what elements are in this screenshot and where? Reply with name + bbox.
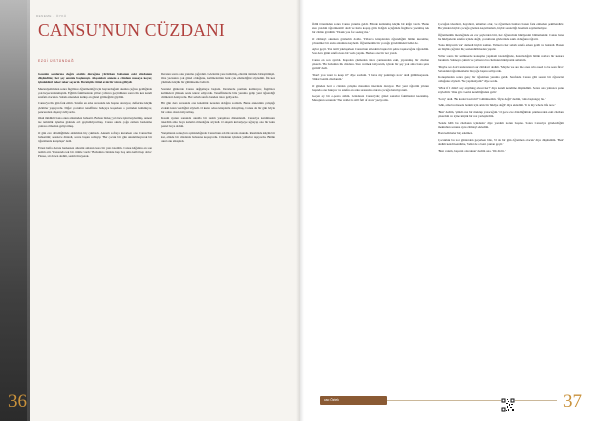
paragraph: Aylar geçti. Yaz tatili yaklaşırken Cansu'nun ailesinin başka bir şehre taşınacağını öğrendim. Son ders günü sınıfta kısa bir veda yaptık. Herkes ona bir not yazdı.	[312, 47, 429, 56]
paragraph: O günden beri o cüzdan çalışma masamın üzerinde duruyor. Her yeni öğretim yılının başında ona bakıyor ve sınıfın en arka sırasında oturan çocuğu hatırlıyorum.	[312, 83, 429, 92]
page-number-right: 37	[563, 391, 582, 412]
paragraph: Çocukluk bu zor günlerden geçerken bile, 'O da bir gün öğretmen olacak' diye düşündüm. 'Best' dedim kendi kendime, 'belki de o beni çoktan geçti.'	[438, 138, 564, 147]
qr-code-icon	[501, 398, 515, 412]
paragraph: 'Best' dedim, 'şimdi ona bir mektup yazacağım.' O gece eve döndüğümde çekmeceden eski cüzdanı çıkardım ve içine küçük bir not yerleştirdim.	[438, 110, 564, 119]
right-column-2	[438, 22, 564, 155]
paragraph: 'Sende hâlâ bu cüzdanın içindesin' diye yazdım notun başına. Sonra Cansu'ya gönderdiğim mektubun sonuna aynı cümleyi ekledim.	[438, 120, 564, 129]
paragraph: Kasım ayının sonunda okulda bir resim yarışması düzenlendi. Cansu'ya katılmasını önerdim ama boya kalemi olmadığını söyledi. O akşam kırtasiyeye uğrayıp ona bir kutu pastel boya aldım.	[161, 116, 275, 129]
paragraph: 'Don't you want to keep it?' diye sordum. 'I have my paintings now' dedi gülümseyerek. 'Onlar benim cüzdanım.'	[312, 72, 429, 81]
article-title: CANSU'NUN CÜZDANI	[38, 20, 225, 40]
paragraph: 'Ahh, ama bu mesele benim için artık bir hikâye değil' diye ekledim. 'It is my whole life now.'	[438, 103, 556, 108]
paragraph: Bazı kelimeler hiç eskimez.	[438, 131, 473, 136]
paragraph: Ödül töreninden sonra Cansu yanıma geldi. Elinde katlanmış küçük bir kâğıt vardı. 'Bunu size yazdım öğretmenim' dedi ve hızla koşup gitti. Kâğıdı açtığımda İngilizce yazılmış tek bir cümle gördüm: 'Thank you for seeing me.'	[312, 22, 429, 35]
paragraph: Çocuğun idealleri, hayalleri, umutları olur, ve öğretmen bunları bazen fark etmeden şekillendirir. Bu yüzden hiçbir çocuğu gözden kaçırmamalı, hiçbir sessizliği önemsiz saymamalıyız.	[438, 22, 564, 31]
paragraph: 'Sana ihtiyacım var' demedi hiçbir zaman. Yalnızca her sabah sınıfa erken geldi ve bekledi. Bazen en büyük çağrılar hiç seslendirilmeden yapılır.	[438, 43, 564, 52]
paragraph: Gecenin sonlarına doğru otobüs durağına yürürken babamın eski cüzdanını düşündüm; her şey onunla başlamıştı. Akşamları annem o cüzdanı masaya koyar, içindekileri teker teker sayardı. Bu küçük ritüel evde bir tören gibiydi.	[38, 72, 152, 85]
paragraph: Ertesi hafta derste herkesten ailesini anlatan kısa bir yazı istedim. Cansu kâğıdını en son teslim etti. Yazısında tek bir cümle vardı: 'Babamın cüzdanı hep boş ama kalbi hep dolu.' Please, sit down dedim, sesim titreyerek.	[38, 145, 152, 158]
left-column-2	[161, 72, 275, 146]
paragraph: Dersten sonra onu yanıma çağırdım. Gözlerini yere indirmiş, ellerini önünde birleştirmişti. Ona yazısının çok güzel olduğunu, kelimelerinin beni çok etkilediğini söyledim. İlk kez yüzünde küçük bir gülümseme belirdi.	[161, 72, 275, 85]
paragraph: Bir gün ders sırasında ona kalemini nereden aldığını sordum. Bunu annesinin çalıştığı evdeki kızın verdiğini söyledi. O kızın odası kitaplarla doluymuş, Cansu da bir gün böyle bir odası olsun istiyormuş.	[161, 101, 275, 114]
footer-name: cao Öztek	[324, 398, 339, 402]
page-number-left: 36	[8, 391, 27, 412]
paragraph: Yıllar sonra bir seminerde konuşma yapmam istendiğinde, hazırladığım bütün notları bir kenara bıraktım. Sahneye çıktım ve yalnızca bu cüzdanın hikâyesini anlattım.	[438, 54, 564, 63]
paragraph: 'Sorry' dedi. 'Bu kadar basit mi?' Gülümsedim. 'Öyle değil' dedim, 'ama başlangıç bu.'	[438, 96, 546, 101]
paragraph: 'Maybe we don't understand our children' dedim. 'Maybe we are the ones who need to be seen first.' Salondaki öğretmenlerin birçoğu başını sallıyordu.	[438, 64, 564, 73]
paragraph: O cümleyi okurken gözlerim doldu. Yıllarca kitaplardan öğrendiğim bütün kuramlar, yöntemler bir anda anlamını kaybetti. Öğretmenlik bir çocuğu görebilmekti belki de.	[312, 36, 429, 45]
paragraph: Yarışmanın sonuçları açıklandığında Cansu'nun adı ilk sırada okundu. Resminde küçük bir kız, elinde bir cüzdanla babasına koşuyordu. Cüzdanın içinden yıldızlar taşıyordu. Bütün okul onu alkışladı.	[161, 130, 275, 144]
paragraph: 'Best canım, başarılı olacaksın' dedim ona. 'We did it.'	[438, 148, 506, 153]
paragraph: Öğretmenlik mesleğinde en zor şeylerden biri, her öğrencinin hikâyesini bilmemektir. Cansu bana bu hikâyelerin sınıfın içinde değil, çocukların gözlerinde saklı olduğunu öğretti.	[438, 32, 564, 41]
left-column-1	[38, 72, 152, 160]
paragraph: 'What if I didn't say anything about her?' diye kendi kendime düşündüm. Sonra ona yalnızca şunu söyledim: 'Onu gör. Gerisi kendiliğinden gelir.'	[438, 86, 564, 95]
right-column-1	[312, 22, 429, 105]
author-byline: EZGİ ÜSTÜNDAĞ	[38, 59, 75, 63]
section-tag: DENEME · ÖYKÜ	[36, 14, 67, 18]
paragraph: Konuşmadan sonra genç bir öğretmen yanıma geldi. Sınıfında Cansu gibi sessiz bir öğrencisi olduğunu söyledi. 'Ne yapmalıyım?' diye sordu.	[438, 75, 564, 84]
paragraph: Okul müdürü bana onun ailesinden bahsetti. Babası birkaç yıl önce işini kaybetmiş, annesi ise temizlik işlerine giderek evi geçindiriyormuş. Cansu okula çoğu zaman beslenme çantası olmadan geliyormuş.	[38, 116, 152, 129]
paragraph: Mezuniyetimden sonra İngilizce öğretmenliği için başvurduğum okulun çağrısı geldiğinde çok heyecanlanmıştım. Eğitim fakültesinde yılları yıllarca geçirdikten sonra ilk kez kendi sınıfım olacaktı. Sabah erkenden kalkıp en güzel gömleğimi giydim.	[38, 86, 152, 99]
right-page	[300, 0, 600, 421]
paragraph: Cansu en son ayrıldı. Kapıdan çıkmadan önce çantasından eski, yıpranmış bir cüzdan çıkardı. 'Bu babamın ilk cüzdanı. Size vermek istiyorum, içinde bir şey yok ama bana şans getirdi' dedi.	[312, 58, 429, 71]
paragraph: Cansu'yu ilk gün fark ettim. Sınıfın en arka sırasında tek başına oturuyor, defterine küçük çizimler yapıyordu. Diğer çocuklar teneffüste bahçeye koşarken o yerinden kalkmıyor, pencereden dışarıyı izliyordu.	[38, 101, 152, 114]
paragraph: Sonraki günlerde Cansu değişmeye başladı. Derslerde parmak kaldırıyor, İngilizce kelimeleri yüksek sesle tekrar ediyordu. Teneffüslerde bile yanıma gelip yeni öğrendiği cümleleri deniyordu. Her sabah sınıfa benden önce geliyordu.	[161, 86, 275, 99]
paragraph: O gün eve döndüğümde aklımdan hiç çıkmadı. Annem sofrayı kurarken ona Cansu'dan bahsettim; sessizce dinledi, sonra başını sallayıp 'Her çocuk bir gün unutulmayacak bir öğretmenle karşılaşır' dedi.	[38, 130, 152, 144]
footer-rule	[387, 400, 557, 401]
photo-strip	[0, 0, 30, 421]
paragraph: Geçen ay bir e-posta aldım. Gönderen Cansu'ydu; güzel sanatlar fakültesini kazanmış. Mesajının sonunda 'The wallet is still full of stars' yazıyordu.	[312, 94, 429, 103]
